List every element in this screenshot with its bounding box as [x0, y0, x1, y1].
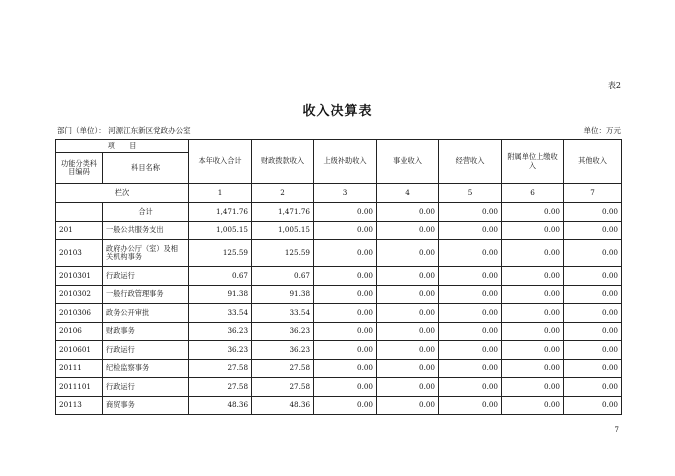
row-value: 0.00 [439, 322, 502, 341]
row-value: 0.00 [439, 221, 502, 240]
row-func-code [56, 203, 103, 222]
row-value: 0.00 [377, 378, 439, 397]
header-row-item [56, 140, 622, 153]
header-fiscal-allocation: 财政拨款收入 [252, 140, 314, 184]
column-number: 6 [502, 184, 564, 203]
row-value: 0.00 [377, 221, 439, 240]
column-number: 4 [377, 184, 439, 203]
row-value: 0.00 [377, 203, 439, 222]
column-number: 1 [189, 184, 252, 203]
row-value: 36.23 [252, 322, 314, 341]
row-value: 91.38 [252, 285, 314, 304]
row-value: 0.00 [439, 396, 502, 415]
row-value: 1,471.76 [252, 203, 314, 222]
row-value: 0.00 [377, 322, 439, 341]
row-func-code: 2010302 [56, 285, 103, 304]
row-value: 0.00 [439, 359, 502, 378]
row-func-code: 20113 [56, 396, 103, 415]
row-value: 0.00 [314, 240, 377, 267]
row-value: 0.00 [564, 267, 622, 286]
row-value: 0.00 [564, 341, 622, 360]
row-func-code: 20111 [56, 359, 103, 378]
row-subject-name: 行政运行 [103, 378, 189, 397]
document-title: 收入决算表 [302, 104, 373, 119]
row-func-code: 20103 [56, 240, 103, 267]
row-value: 0.00 [377, 304, 439, 323]
row-value: 125.59 [252, 240, 314, 267]
row-value: 0.00 [564, 322, 622, 341]
column-label: 栏次 [56, 184, 189, 203]
row-value: 27.58 [189, 359, 252, 378]
row-value: 0.00 [314, 341, 377, 360]
row-value: 0.00 [502, 267, 564, 286]
header-business-income: 事业收入 [377, 140, 439, 184]
row-value: 0.00 [439, 240, 502, 267]
row-value: 0.00 [377, 240, 439, 267]
row-value: 27.58 [189, 378, 252, 397]
column-number: 3 [314, 184, 377, 203]
row-value: 36.23 [189, 322, 252, 341]
header-subject-name: 科目名称 [103, 153, 189, 184]
row-value: 0.00 [564, 396, 622, 415]
row-value: 0.00 [314, 322, 377, 341]
row-value: 27.58 [252, 359, 314, 378]
row-func-code: 201 [56, 221, 103, 240]
row-value: 1,471.76 [189, 203, 252, 222]
header-other-income: 其他收入 [564, 140, 622, 184]
row-subject-name: 纪检监察事务 [103, 359, 189, 378]
row-value: 0.00 [564, 203, 622, 222]
row-value: 33.54 [189, 304, 252, 323]
table-row [56, 285, 622, 304]
row-value: 0.00 [564, 304, 622, 323]
row-value: 0.00 [564, 359, 622, 378]
row-value: 91.38 [189, 285, 252, 304]
row-value: 0.00 [502, 285, 564, 304]
row-value: 48.36 [189, 396, 252, 415]
row-value: 0.00 [439, 304, 502, 323]
column-number: 5 [439, 184, 502, 203]
row-value: 0.00 [502, 396, 564, 415]
table-number: 表2 [607, 81, 621, 90]
header-operating-income: 经营收入 [439, 140, 502, 184]
row-value: 0.00 [439, 378, 502, 397]
row-value: 0.00 [502, 341, 564, 360]
row-func-code: 2010601 [56, 341, 103, 360]
table-body [56, 203, 622, 415]
row-value: 0.00 [314, 359, 377, 378]
table-row [56, 240, 622, 267]
row-subject-name: 合计 [103, 203, 189, 222]
row-subject-name: 财政事务 [103, 322, 189, 341]
row-value: 36.23 [252, 341, 314, 360]
row-value: 0.00 [564, 240, 622, 267]
row-value: 0.00 [377, 396, 439, 415]
row-subject-name: 政府办公厅（室）及相关机构事务 [103, 240, 189, 267]
row-value: 1,005.15 [189, 221, 252, 240]
table-row [56, 322, 622, 341]
row-value: 27.58 [252, 378, 314, 397]
row-value: 0.00 [502, 359, 564, 378]
table-row [56, 378, 622, 397]
column-number: 7 [564, 184, 622, 203]
row-func-code: 20106 [56, 322, 103, 341]
row-value: 48.36 [252, 396, 314, 415]
table-row [56, 221, 622, 240]
header-total-income: 本年收入合计 [189, 140, 252, 184]
row-value: 0.00 [502, 378, 564, 397]
header-item: 项 目 [56, 140, 189, 153]
unit-label: 单位：万元 [583, 126, 621, 135]
row-func-code: 2010306 [56, 304, 103, 323]
table-row [56, 396, 622, 415]
row-func-code: 2011101 [56, 378, 103, 397]
row-value: 1,005.15 [252, 221, 314, 240]
row-value: 0.00 [314, 285, 377, 304]
page-number: 7 [614, 426, 619, 434]
header-affiliated-income: 附属单位上缴收入 [502, 140, 564, 184]
column-number: 2 [252, 184, 314, 203]
row-value: 36.23 [189, 341, 252, 360]
header-func-code: 功能分类科目编码 [56, 153, 103, 184]
row-subject-name: 一般行政管理事务 [103, 285, 189, 304]
row-value: 0.00 [314, 396, 377, 415]
row-value: 0.00 [502, 221, 564, 240]
row-value: 0.00 [377, 341, 439, 360]
row-value: 0.00 [314, 378, 377, 397]
table-row [56, 203, 622, 222]
row-value: 125.59 [189, 240, 252, 267]
row-value: 0.00 [564, 285, 622, 304]
row-value: 0.00 [314, 221, 377, 240]
row-value: 0.00 [314, 267, 377, 286]
row-value: 0.00 [314, 203, 377, 222]
row-value: 0.00 [377, 267, 439, 286]
row-subject-name: 商贸事务 [103, 396, 189, 415]
row-value: 0.67 [252, 267, 314, 286]
row-value: 0.00 [502, 322, 564, 341]
row-subject-name: 行政运行 [103, 341, 189, 360]
row-value: 0.67 [189, 267, 252, 286]
table-row [56, 304, 622, 323]
department-label: 部门（单位）： 河源江东新区党政办公室 [57, 126, 191, 135]
income-final-accounts-table [55, 139, 622, 415]
row-value: 0.00 [439, 341, 502, 360]
header-superior-subsidy: 上级补助收入 [314, 140, 377, 184]
row-value: 33.54 [252, 304, 314, 323]
row-value: 0.00 [314, 304, 377, 323]
row-value: 0.00 [439, 285, 502, 304]
row-func-code: 2010301 [56, 267, 103, 286]
table-row [56, 341, 622, 360]
row-value: 0.00 [502, 304, 564, 323]
row-value: 0.00 [439, 267, 502, 286]
row-subject-name: 政务公开审批 [103, 304, 189, 323]
row-subject-name: 行政运行 [103, 267, 189, 286]
row-value: 0.00 [377, 359, 439, 378]
row-value: 0.00 [377, 285, 439, 304]
table-row [56, 359, 622, 378]
row-subject-name: 一般公共服务支出 [103, 221, 189, 240]
table-row [56, 267, 622, 286]
row-value: 0.00 [439, 203, 502, 222]
column-number-row [56, 184, 622, 203]
row-value: 0.00 [564, 378, 622, 397]
row-value: 0.00 [502, 203, 564, 222]
row-value: 0.00 [564, 221, 622, 240]
row-value: 0.00 [502, 240, 564, 267]
